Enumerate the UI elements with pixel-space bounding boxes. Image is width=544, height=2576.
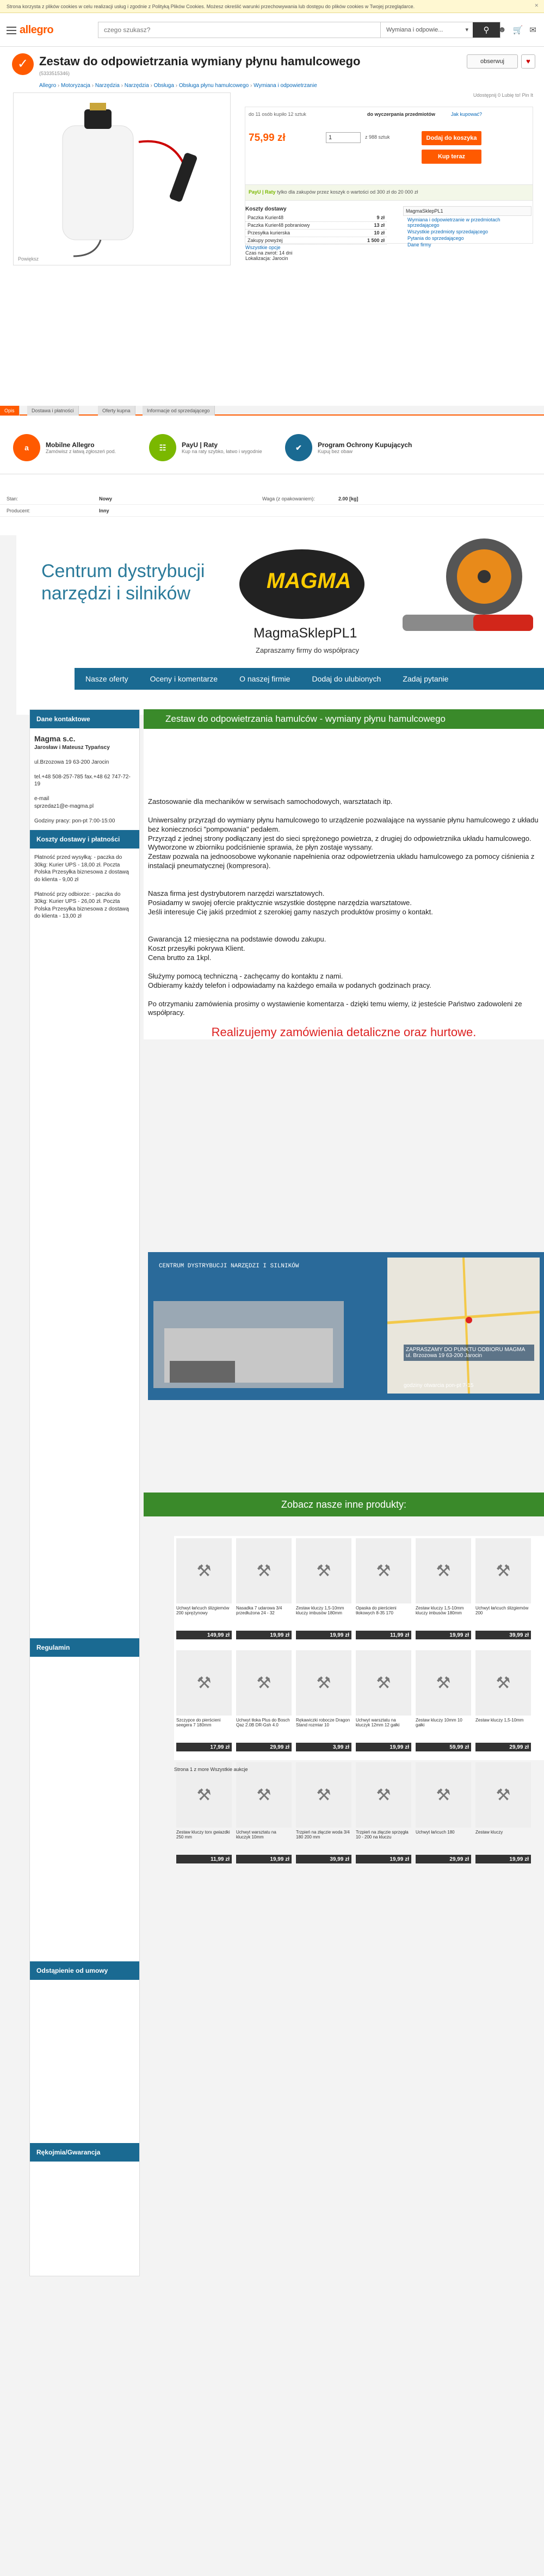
main-description xyxy=(144,709,544,1039)
contact-body xyxy=(30,728,139,830)
warranty-heading: Rękojmia/Gwarancja xyxy=(30,2143,139,2162)
user-icon[interactable]: ☻ xyxy=(497,25,506,34)
product-name[interactable]: Nasadka 7 udarowa 3/4 przedłużona 24 - 32 xyxy=(236,1606,282,1615)
phone: tel.+48 508-257-785 fax.+48 62 747-72-19 xyxy=(34,773,131,788)
product-name[interactable]: Zestaw kluczy 1,5-10mm kluczy imbusów 180mm xyxy=(296,1606,344,1615)
product-thumb: ⚒ xyxy=(475,1762,531,1828)
breadcrumb-item[interactable]: Wymiana i odpowietrzanie xyxy=(254,83,317,89)
check-icon: ✓ xyxy=(12,53,34,75)
breadcrumb: Allegro › Motoryzacja › Narzędzia › Narzędzia › Obsługa › Obsługa płynu hamulcowego › Wymiana i odpowietrzanie xyxy=(39,83,317,89)
logo[interactable] xyxy=(7,24,53,36)
product-name[interactable]: Trzpień na złączie woda 3/4 180 200 mm xyxy=(296,1830,350,1840)
footer xyxy=(0,2556,544,2576)
nav-item[interactable]: Dodaj do ulubionych xyxy=(312,674,381,683)
return-time: Czas na zwrot: 14 dni xyxy=(245,250,293,256)
product-thumb: ⚒ xyxy=(356,1538,411,1603)
parameters-table xyxy=(0,493,544,520)
shipping-body xyxy=(30,849,139,926)
search-icon[interactable]: ⚲ xyxy=(473,22,500,38)
store-sidebar xyxy=(29,709,140,2276)
product-price: 29,99 zł xyxy=(416,1855,471,1863)
product-card[interactable] xyxy=(354,1648,413,1757)
desc-paragraph: Przyrząd z jednej strony podłączany jest do sieci sprężonego powietrza, z drugiej do odpowietrznika układu hamulcowego. Wytworzone w zbiorniku podciśnienie sprawia, że płyn zostaje wyssany. xyxy=(148,834,531,852)
product-card[interactable] xyxy=(473,1648,533,1757)
product-price: 19,99 zł xyxy=(475,1855,531,1863)
product-name[interactable]: Rękawiczki robocze Dragon Stand rozmiar 10 xyxy=(296,1718,350,1727)
warehouse-photo xyxy=(153,1301,344,1388)
desc-paragraph: Jeśli interesuje Cię jakiś przedmiot z szerokiej gamy naszych produktów prosimy o kontakt. xyxy=(148,907,433,916)
product-thumb: ⚒ xyxy=(296,1538,351,1603)
payu-text: tylko dla zakupów przez koszyk o wartości od 300 zł do 20 000 zł xyxy=(277,189,418,195)
product-name[interactable]: Opaska do pierścieni tłokowych 8-35 170 xyxy=(356,1606,397,1615)
product-thumb: ⚒ xyxy=(416,1650,471,1716)
desc-paragraph: Koszt przesyłki pokrywa Klient. xyxy=(148,944,245,953)
shipping-row xyxy=(245,214,387,222)
product-name[interactable]: Uchwyt tłoka Plus do Bosch Qaz 2.0B DR-Gsh 4.0 xyxy=(236,1718,290,1727)
product-thumb: ⚒ xyxy=(296,1762,351,1828)
tools-image xyxy=(392,533,544,657)
product-thumb: ⚒ xyxy=(236,1538,292,1603)
desc-paragraph: Posiadamy w swojej ofercie praktycznie wszystkie dostępne narzędzia warsztatowe. xyxy=(148,898,412,907)
nav-item[interactable]: O naszej firmie xyxy=(239,674,290,683)
promo-desc: Kupuj bez obaw xyxy=(318,448,353,454)
promo-title: Program Ochrony Kupujących xyxy=(318,441,412,449)
product-card[interactable] xyxy=(413,1648,473,1757)
product-card[interactable] xyxy=(174,1648,234,1757)
offer-tabs xyxy=(0,406,544,416)
product-thumb: ⚒ xyxy=(416,1762,471,1828)
product-thumb: ⚒ xyxy=(356,1762,411,1828)
product-price: 19,99 zł xyxy=(236,1631,292,1639)
param-row xyxy=(0,505,544,517)
seller-link[interactable]: Wszystkie przedmioty sprzedającego xyxy=(407,229,489,234)
seller-box xyxy=(403,206,531,249)
product-card[interactable] xyxy=(234,1760,294,1869)
description-text xyxy=(144,729,544,1039)
product-thumb: ⚒ xyxy=(236,1650,292,1716)
promo-payu[interactable] xyxy=(149,421,285,474)
product-name[interactable]: Zestaw kluczy 1,5-10mm xyxy=(475,1718,524,1723)
product-name[interactable]: Trzpień na złączie sprzęgła 10 - 200 na kluczu xyxy=(356,1830,409,1840)
title-bar xyxy=(0,47,544,81)
tab-delivery[interactable]: Dostawa i płatności xyxy=(27,406,79,416)
product-name[interactable]: Zestaw kluczy 1,5-10mm kluczy imbusów 180mm xyxy=(416,1606,464,1615)
add-to-cart-button[interactable]: Dodaj do koszyka xyxy=(422,131,481,145)
product-card[interactable] xyxy=(174,1760,234,1869)
return-heading: Odstąpienie od umowy xyxy=(30,1961,139,1980)
product-price: 19,99 zł xyxy=(416,1631,471,1639)
breadcrumb-item[interactable]: Narzędzia xyxy=(95,83,120,89)
product-name[interactable]: Szczypce do pierścieni seegera 7 180mm xyxy=(176,1718,221,1727)
brand-logo[interactable]: allegro xyxy=(20,24,54,36)
nav-item[interactable]: Nasze oferty xyxy=(85,674,128,683)
promo-desc: Zamówisz z łatwą zgłoszeń pod. xyxy=(46,448,116,454)
sold-count: do 11 osób kupiło 12 sztuk xyxy=(249,112,306,117)
regulamin-heading: Regulamin xyxy=(30,1638,139,1657)
cod-text: Płatność przy odbiorze: - paczka do 30kg: Kurier UPS - 26,00 zł. Poczta Polska Przesyłka biznesowa z dostawą do klienta - 13,00 zł xyxy=(34,891,129,920)
tab-seller-info[interactable]: Informacje od sprzedającego xyxy=(143,406,215,416)
payu-bar xyxy=(245,184,533,201)
company-name: Magma s.c. xyxy=(34,734,76,743)
breadcrumb-item[interactable]: Obsługa płynu hamulcowego xyxy=(178,83,249,89)
price: 75,99 zł xyxy=(249,132,286,144)
owners: Jarosław i Mateusz Typańscy xyxy=(34,744,110,751)
promo-title: Mobilne Allegro xyxy=(46,441,95,449)
product-card[interactable] xyxy=(354,1760,413,1869)
shipping-name: Przesyłka kurierska xyxy=(248,230,290,236)
address: ul.Brzozowa 19 63-200 Jarocin xyxy=(34,759,109,765)
shipping-price: 9 zł xyxy=(376,215,385,220)
shipping-name: Zakupy powyżej xyxy=(248,238,283,243)
param-value: Inny xyxy=(99,507,109,513)
product-name[interactable]: Zestaw kluczy torx gwiazdki 250 mm xyxy=(176,1830,230,1840)
zoom-label[interactable]: Powiększ xyxy=(18,256,39,262)
product-card[interactable] xyxy=(294,1536,354,1645)
product-card[interactable] xyxy=(174,1536,234,1645)
quantity-input[interactable]: 1 xyxy=(326,132,361,143)
product-price: 29,99 zł xyxy=(236,1743,292,1751)
payu-logo: PayU | Raty xyxy=(249,189,276,195)
product-price: 17,99 zł xyxy=(176,1743,232,1751)
email-label: e-mail xyxy=(34,796,50,802)
param-value: 2.00 [kg] xyxy=(338,496,358,501)
product-thumb: ⚒ xyxy=(236,1762,292,1828)
share-bar[interactable]: Udostępnij 0 Lubię to! Pin It xyxy=(473,92,533,98)
map-image xyxy=(387,1258,540,1394)
product-price: 39,99 zł xyxy=(296,1855,351,1863)
buy-box xyxy=(245,107,533,261)
product-card[interactable] xyxy=(413,1536,473,1645)
product-price: 19,99 zł xyxy=(236,1855,292,1863)
desc-paragraph: Zastosowanie dla mechaników w serwisach samochodowych, warsztatach itp. xyxy=(148,797,393,806)
product-thumb: ⚒ xyxy=(176,1538,232,1603)
nav-item[interactable]: Zadaj pytanie xyxy=(403,674,449,683)
pager[interactable]: Strona 1 z more Wszystkie aukcje xyxy=(174,1767,248,1772)
product-card[interactable] xyxy=(234,1536,294,1645)
breadcrumb-item[interactable]: Narzędzia xyxy=(124,83,149,89)
promo-strip xyxy=(0,421,544,474)
product-card[interactable] xyxy=(413,1760,473,1869)
banner-title-1: Centrum dystrybucji xyxy=(41,561,205,581)
product-thumb: ⚒ xyxy=(475,1650,531,1716)
product-name[interactable]: Uchwyt łańcuch 180 xyxy=(416,1830,455,1835)
desc-paragraph: Cena brutto za 1kpl. xyxy=(148,953,212,962)
product-price: 29,99 zł xyxy=(475,1743,531,1751)
product-thumb: ⚒ xyxy=(176,1762,232,1828)
header-icons xyxy=(498,25,536,35)
product-thumb: ⚒ xyxy=(296,1650,351,1716)
product-price: 11,99 zł xyxy=(176,1855,232,1863)
product-name[interactable]: Zestaw kluczy 10mm 10 gałki xyxy=(416,1718,462,1727)
desc-paragraph: Gwarancja 12 miesięczna na podstawie dowodu zakupu. xyxy=(148,935,326,944)
see-also-heading: Zobacz nasze inne produkty: xyxy=(144,1493,544,1516)
product-id: (5333515346) xyxy=(39,71,70,76)
desc-paragraph: Po otrzymaniu zamówienia prosimy o wystawienie komentarza - dzięki temu wiemy, iż jesteście Państwo zadowoleni ze współpracy. xyxy=(148,999,522,1017)
shipping-price: 1 500 zł xyxy=(367,238,385,243)
contact-heading: Dane kontaktowe xyxy=(30,710,139,728)
desc-paragraph: Odbieramy każdy telefon i odpowiadamy na każdego emaila w podanych godzinach pracy. xyxy=(148,981,431,989)
map-title: CENTRUM DYSTRYBUCJI NARZĘDZI I SILNIKÓW xyxy=(159,1263,299,1270)
magma-logo xyxy=(239,549,364,619)
desc-paragraph: Zestaw pozwala na jednoosobowe wykonanie napełnienia oraz odpowietrzenia układu hamulcowego za pomocy ciśnienia z instalacji pneumatycznej (kompresora). xyxy=(148,852,535,870)
store-nav xyxy=(75,668,544,690)
param-label: Stan: xyxy=(7,496,18,501)
product-card[interactable] xyxy=(294,1648,354,1757)
product-thumb: ⚒ xyxy=(356,1650,411,1716)
seller-name[interactable]: MagmaSklepPL1 xyxy=(403,206,531,216)
promo-mobile[interactable] xyxy=(13,421,149,474)
top-header xyxy=(0,13,544,47)
shield-icon: ✔ xyxy=(285,434,312,461)
search-bar xyxy=(98,22,500,38)
search-input[interactable] xyxy=(98,22,380,38)
allegro-icon: a xyxy=(13,434,40,461)
description-heading: Zestaw do odpowietrzania hamulców - wymiany płynu hamulcowego xyxy=(144,709,544,729)
shipping-price: 13 zł xyxy=(374,222,385,228)
location: Lokalizacja: Jarocin xyxy=(245,256,288,261)
all-shipping-link[interactable]: Wszystkie opcje xyxy=(245,245,281,250)
product-name[interactable]: Uchwyt warsztatu na kluczyk 10mm xyxy=(236,1830,276,1840)
cookie-bar xyxy=(0,0,544,13)
email[interactable]: sprzedaz1@e-magma.pl xyxy=(34,803,94,809)
param-row xyxy=(0,493,544,505)
shipping-row xyxy=(245,230,387,237)
product-image xyxy=(14,93,231,266)
hours: Godziny pracy: pon-pt 7:00-15:00 xyxy=(34,818,115,824)
desc-paragraph: Uniwersalny przyrząd do wymiany płynu hamulcowego to urządzenie pozwalające na wyssanie płynu hamulcowego z układu bez konieczności "pompowania" pedałem. xyxy=(148,815,539,833)
product-card[interactable] xyxy=(473,1760,533,1869)
product-name[interactable]: Uchwyt warsztatu na kluczyk 12mm 12 gałki xyxy=(356,1718,400,1727)
heart-icon[interactable]: ♥ xyxy=(521,54,535,69)
param-label: Waga (z opakowaniem): xyxy=(262,496,315,501)
shipping-row xyxy=(245,237,387,245)
product-card[interactable] xyxy=(354,1536,413,1645)
wholesale-promo: Realizujemy zamówienia detaliczne oraz hurtowe. xyxy=(211,1025,477,1039)
shipping-text: Płatność przed wysyłką: - paczka do 30kg: Kurier UPS - 18,00 zł. Poczta Polska Przesyłka biznesowa z dostawą do klienta - 9,00 zł xyxy=(34,854,129,883)
product-thumb: ⚒ xyxy=(416,1538,471,1603)
product-gallery[interactable] xyxy=(13,92,231,265)
promo-title: PayU | Raty xyxy=(182,441,218,449)
product-card[interactable] xyxy=(473,1536,533,1645)
shipping-heading: Koszty dostawy i płatności xyxy=(30,830,139,849)
product-price: 19,99 zł xyxy=(356,1855,411,1863)
breadcrumb-item[interactable]: Motoryzacja xyxy=(61,83,90,89)
tab-opis[interactable]: Opis xyxy=(0,406,20,416)
param-value: Nowy xyxy=(99,496,113,501)
product-price: 19,99 zł xyxy=(296,1631,351,1639)
quantity-label: z 988 sztuk xyxy=(365,134,390,140)
shipping-title: Koszty dostawy xyxy=(245,206,287,212)
product-thumb: ⚒ xyxy=(176,1650,232,1716)
product-price: 11,99 zł xyxy=(356,1631,411,1639)
promo-protection[interactable] xyxy=(285,421,421,474)
seller-link[interactable]: Pytania do sprzedającego xyxy=(407,236,464,241)
buy-now-button[interactable]: Kup teraz xyxy=(422,150,481,164)
desc-paragraph: Służymy pomocą techniczną - zachęcamy do kontaktu z nami. xyxy=(148,971,343,980)
product-price: 59,99 zł xyxy=(416,1743,471,1751)
product-name[interactable]: Uchwyt łańcuch ślizgiemów 200 xyxy=(475,1606,529,1615)
seller-link[interactable]: Wymiana i odpowietrzanie w przedmiotach sprzedającego xyxy=(407,217,500,228)
cart-icon[interactable]: 🛒 xyxy=(512,26,523,35)
shipping-name: Paczka Kurier48 xyxy=(248,215,284,220)
breadcrumb-item[interactable]: Allegro xyxy=(39,83,57,89)
seller-link[interactable]: Dane firmy xyxy=(407,242,431,247)
close-icon[interactable]: ✕ xyxy=(534,3,539,8)
product-card[interactable] xyxy=(234,1648,294,1757)
shipping-name: Paczka Kurier48 pobraniowy xyxy=(248,222,310,228)
product-thumb: ⚒ xyxy=(475,1538,531,1603)
product-price: 39,99 zł xyxy=(475,1631,531,1639)
map-hours: godziny otwarcia pon-pt 7-15 xyxy=(404,1383,474,1389)
store-subtitle: Zapraszamy firmy do współpracy xyxy=(256,646,359,654)
product-name[interactable]: Zestaw kluczy xyxy=(475,1830,503,1835)
category-select[interactable]: Wymiana i odpowie... ▾ xyxy=(380,22,473,38)
product-card[interactable] xyxy=(294,1760,354,1869)
desc-paragraph: Nasza firma jest dystrybutorem narzędzi warsztatowych. xyxy=(148,889,325,897)
shipping-price: 10 zł xyxy=(374,230,385,236)
how-to-buy-link[interactable]: Jak kupować? xyxy=(451,112,483,117)
breadcrumb-item[interactable]: Obsługa xyxy=(153,83,174,89)
banner-title-2: narzędzi i silników xyxy=(41,583,190,604)
observe-button[interactable]: obserwuj xyxy=(467,54,518,69)
magma-logo-text: MAGMA xyxy=(267,569,351,593)
product-name[interactable]: Uchwyt łańcuch ślizgiemów 200 sprężynowy xyxy=(176,1606,230,1615)
shipping-costs xyxy=(245,206,387,261)
map-address: ZAPRASZAMY DO PUNKTU ODBIORU MAGMA ul. Brzozowa 19 63-200 Jarocin xyxy=(404,1345,534,1361)
product-price: 19,99 zł xyxy=(356,1743,411,1751)
pickup-map xyxy=(148,1252,544,1400)
product-price: 149,99 zł xyxy=(176,1631,232,1639)
promo-desc: Kup na raty szybko, łatwo i wygodnie xyxy=(182,448,262,454)
store-name: MagmaSklepPL1 xyxy=(254,626,357,641)
product-price: 3,99 zł xyxy=(296,1743,351,1751)
stock-label: do wyczerpania przedmiotów xyxy=(367,112,436,117)
cookie-text: Strona korzysta z plików cookies w celu realizacji usług i zgodnie z Polityką Plików Cookies. Możesz określić warunki przechowywania lub dostępu do plików cookies w Twojej przeglądarce. xyxy=(7,4,415,9)
nav-item[interactable]: Oceny i komentarze xyxy=(150,674,218,683)
calculator-icon: ☷ xyxy=(149,434,176,461)
page-title: Zestaw do odpowietrzania wymiany płynu hamulcowego xyxy=(39,54,361,68)
param-label: Producent: xyxy=(7,507,30,513)
menu-icon[interactable] xyxy=(7,27,16,34)
bell-icon[interactable]: ✉ xyxy=(529,26,536,35)
tab-offers[interactable]: Oferty kupna xyxy=(98,406,135,416)
shipping-row xyxy=(245,222,387,230)
